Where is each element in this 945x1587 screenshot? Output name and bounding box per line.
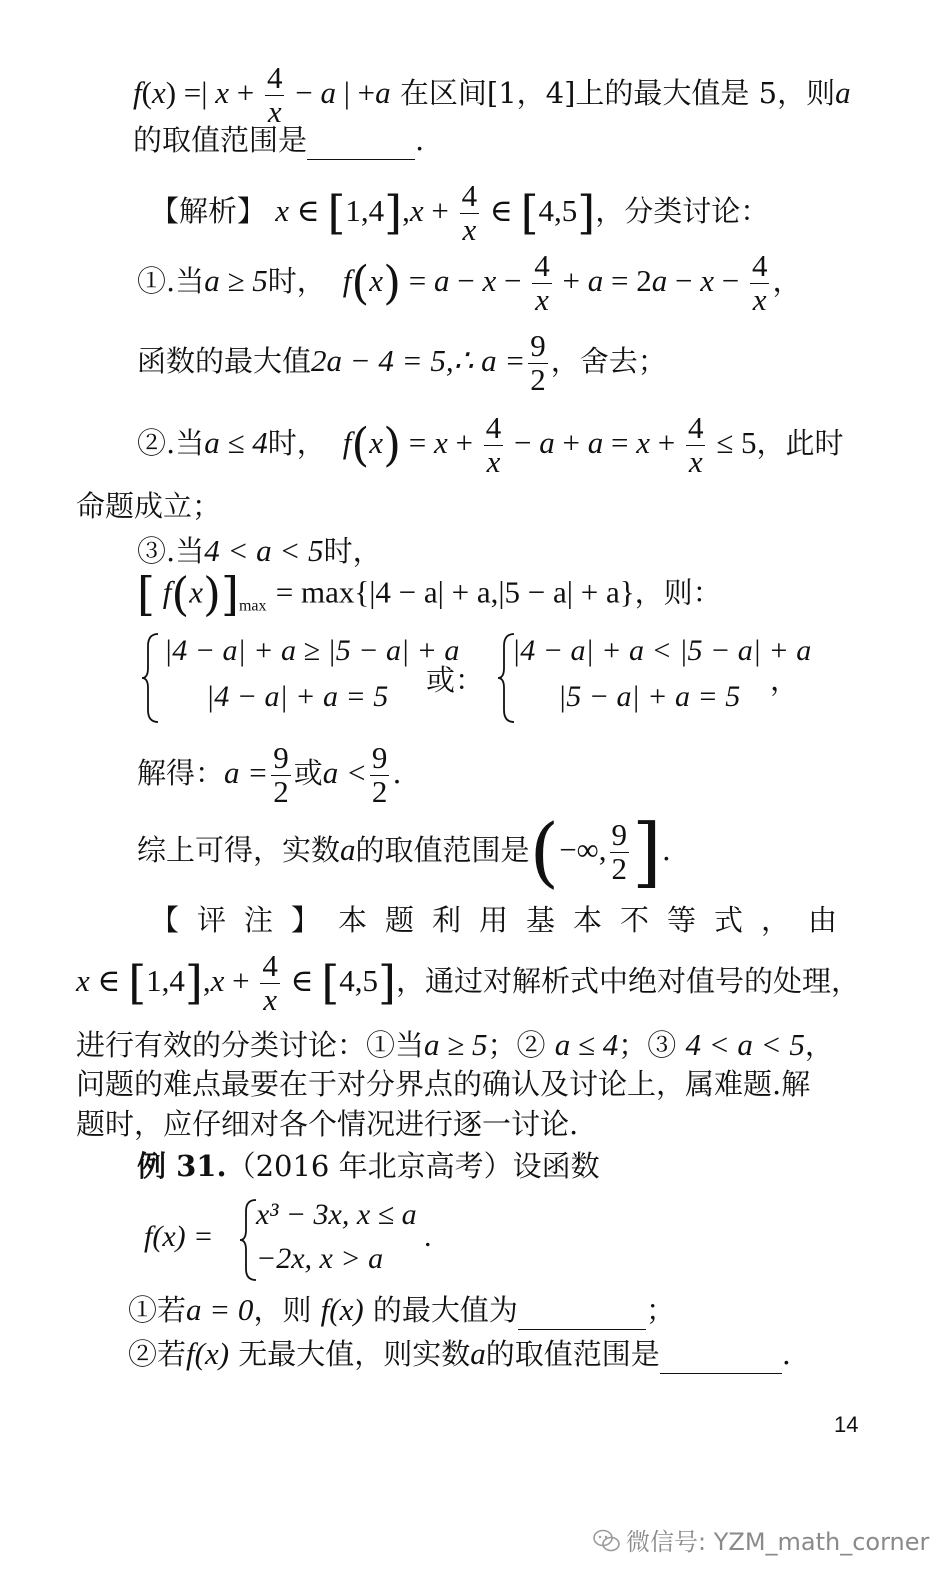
remark-line-3: 进行有效的分类讨论：①当a ≥ 5；② a ≤ 4；③ 4 < a < 5，: [76, 1027, 834, 1062]
answer-blank: [307, 126, 415, 160]
solve-line: 解得：a = $\frac{9}{2}$ 或a < $\frac{9}{2}$ .: [137, 740, 402, 809]
problem-line-1-tail: 在区间[1，4]上的最大值是 5，则: [399, 76, 836, 111]
case-2-conclusion: 命题成立；: [76, 489, 222, 523]
condition-systems: |4 − a| + a ≥ |5 − a| + a |4 − a| + a = 5 或： |4 − a| + a < |5 − a| + a |5 − a| + a = 5 ，: [140, 630, 800, 726]
fraction-4-over-x: $\frac{4}{x}$: [266, 60, 283, 129]
problem-line-2: 的取值范围是 .: [133, 124, 424, 160]
conclusion-line: 综上可得，实数a的取值范围是(−∞, $\frac{9}{2}$ ].: [137, 807, 671, 896]
case-1-line: ①.当a ≥ 5时， f(x) = a − x − $\frac{4}{x}$ + a = 2a − x − $\frac{4}{x}$ ，: [137, 248, 802, 317]
problem-line-1: f(x) =| x + $\frac{4}{x}$ − a | +a 在区间[1，4]上的最大值是 5，则a: [133, 60, 851, 129]
remark-line-2: x ∈ [1,4],x + $\frac{4}{x}$ ∈ [4,5]，通过对解析式中绝对值号的处理，: [76, 948, 860, 1017]
case-1-max-line: 函数的最大值2a − 4 = 5,∴ a = $\frac{9}{2}$ ，舍去；: [137, 328, 667, 397]
answer-blank: [518, 1296, 646, 1330]
answer-blank: [660, 1340, 782, 1374]
example-title-line: 例 31.（2016 年北京高考）设函数: [137, 1149, 600, 1183]
remark-line-4: 问题的难点最要在于对分界点的确认及讨论上，属难题.解: [76, 1067, 811, 1101]
case-3-max-line: [ $f(x)]_{max} = \max\{|4 - a| + a,|5 - a| + a\}$，则：: [137, 567, 722, 621]
case-2-line: ②.当a ≤ 4时， f(x) = x + $\frac{4}{x}$ − a + a = x + $\frac{4}{x}$ ≤ 5，此时: [137, 410, 844, 479]
remark-line-1: 【评注】本题利用基本不等式，由: [150, 903, 856, 937]
wechat-icon: [592, 1528, 622, 1554]
remark-line-5: 题时，应仔细对各个情况进行逐一讨论.: [76, 1107, 579, 1141]
question-1-line: ①若a = 0，则 f(x) 的最大值为 ；: [128, 1292, 675, 1330]
page-number: 14: [834, 1412, 859, 1437]
remark-label: 【评注】: [150, 903, 339, 937]
case-3-line: ③.当4 < a < 5时，: [137, 533, 382, 568]
analysis-line: 【解析】 x ∈ [1,4],x + $\frac{4}{x}$ ∈ [4,5]，分类讨论：: [150, 178, 770, 247]
analysis-label: 【解析】: [150, 194, 267, 229]
question-2-line: ②若f(x) 无最大值，则实数a的取值范围是 .: [128, 1336, 791, 1374]
example-number: 例 31.: [137, 1149, 227, 1183]
watermark: 微信号: YZM_math_corner: [592, 1522, 929, 1557]
left-brace-icon: [140, 632, 162, 724]
piecewise-function: f(x) = x³ − 3x, x ≤ a −2x, x > a .: [144, 1196, 464, 1284]
